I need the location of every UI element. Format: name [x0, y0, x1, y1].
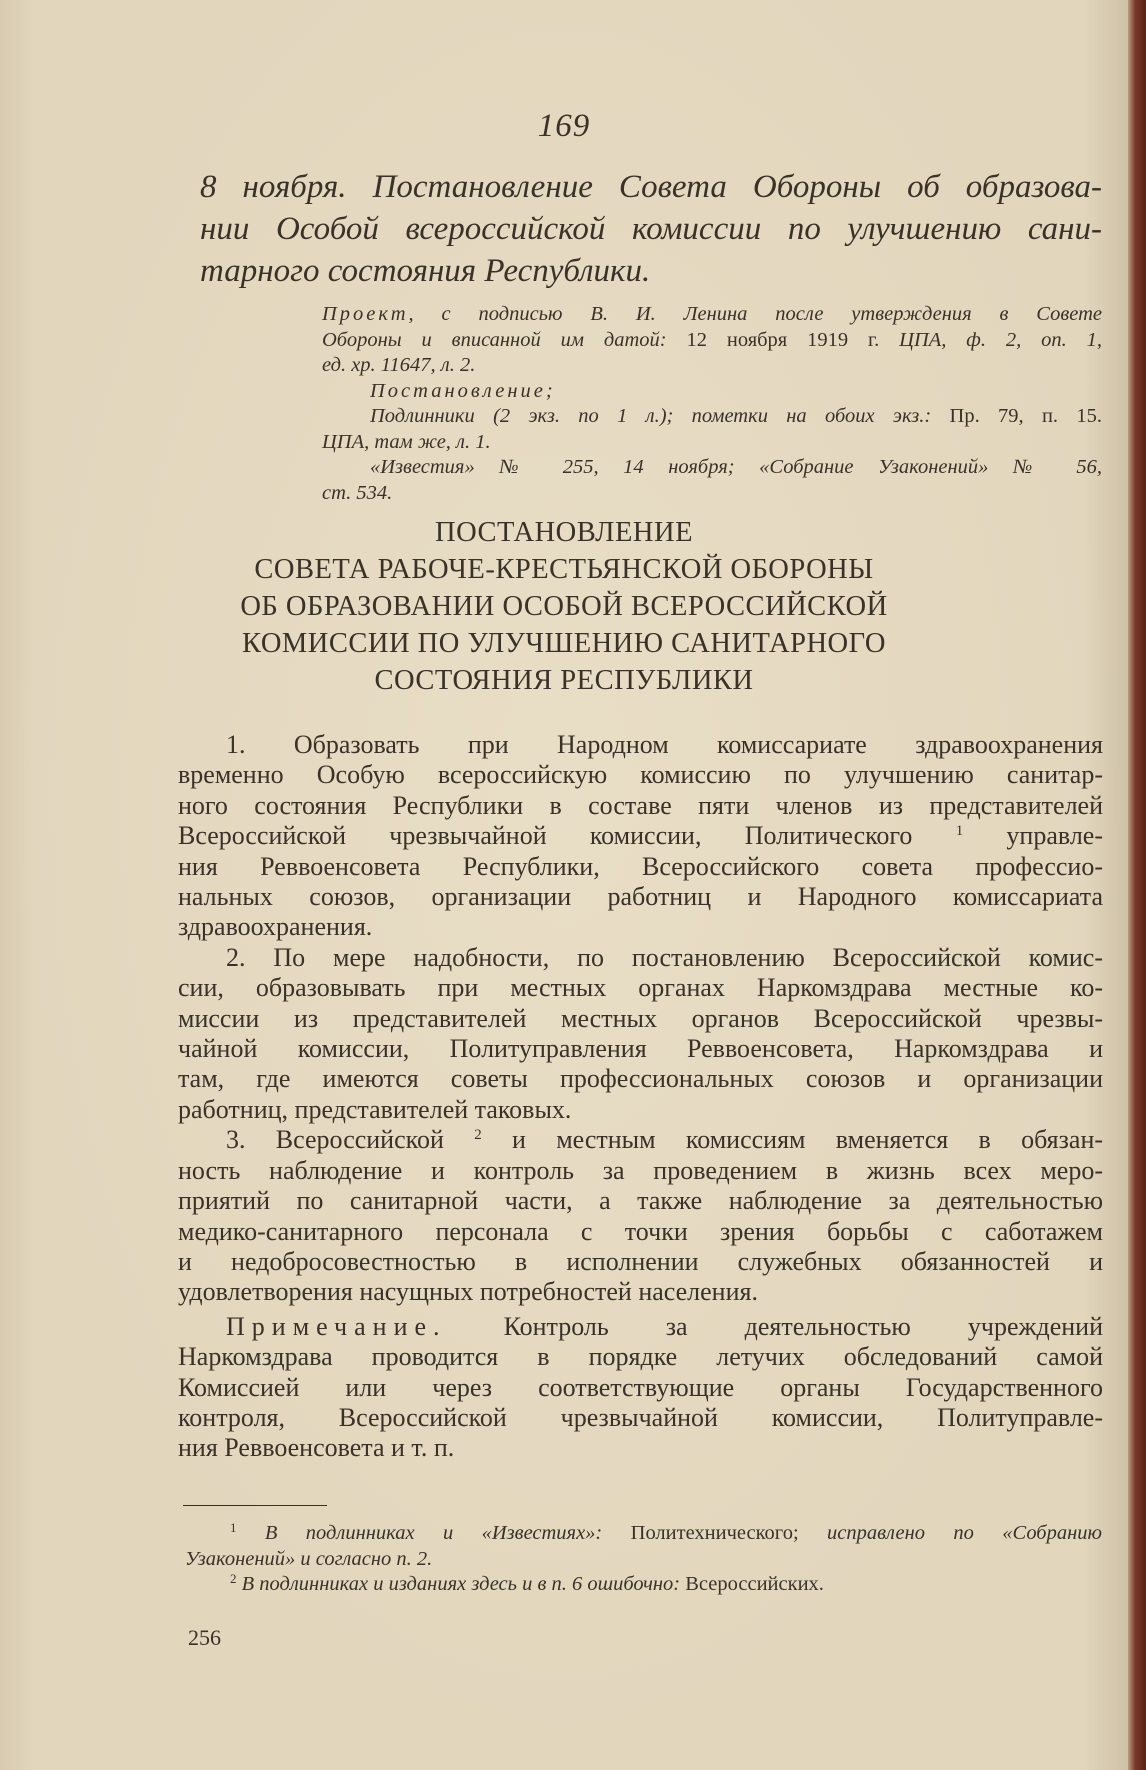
footnotes — [185, 1521, 1102, 1598]
title-line: нии Особой всероссийской комиссии по улучшению сани- — [200, 211, 1102, 247]
note-line — [178, 1312, 1103, 1342]
source-label-project: Проект — [322, 303, 409, 325]
book-edge — [1128, 0, 1146, 1770]
heading-line: ПОСТАНОВЛЕНИЕ — [435, 517, 693, 548]
footnote-1 — [185, 1521, 1102, 1547]
paragraph-1-line: 1. Образовать при Народном комиссариате здравоохранения — [226, 730, 1103, 759]
source-line — [322, 328, 1102, 354]
heading-line: ОБ ОБРАЗОВАНИИ ОСОБОЙ ВСЕРОССИЙСКОЙ — [240, 591, 888, 622]
paragraph-text: 3. Всероссийской — [226, 1125, 444, 1155]
footnote-text: В подлинниках и изданиях здесь и в п. 6 ошибочно: — [236, 1573, 686, 1595]
paragraph-1-line: ного состояния Республики в составе пяти членов из представителей — [178, 790, 1103, 820]
source-ref: Пр. 79, п. 15. — [949, 405, 1102, 427]
source-line: ед. хр. 11647, л. 2. — [322, 354, 476, 376]
source-notes — [322, 302, 1102, 506]
paragraph-1-line: здравоохранения. — [178, 912, 373, 942]
paragraph-1-line: нальных союзов, организации работниц и Народного комиссариата — [178, 882, 1103, 912]
document-title — [200, 166, 1102, 292]
footnote-text: исправлено по «Собранию — [827, 1522, 1102, 1544]
paragraph-1-line: ния Реввоенсовета Республики, Всероссийского совета профессио- — [178, 851, 1103, 881]
source-label-resolution: Постановление; — [370, 379, 556, 402]
paragraph-3-line: приятий по санитарной части, а также наблюдение за деятельностью — [178, 1186, 1103, 1216]
paragraph-2-line: 2. По мере надобности, по постановлению Всероссийской комис- — [226, 942, 1103, 972]
source-date: 12 ноября 1919 г. — [686, 328, 880, 351]
source-line — [322, 404, 1102, 430]
paragraph-text: управле- — [963, 821, 1103, 851]
footnote-ref-2: 2 — [474, 1127, 482, 1144]
title-line: 8 ноября. Постановление Совета Обороны об образова- — [200, 169, 1102, 205]
source-line: ст. 534. — [322, 481, 393, 504]
paragraph-text: и местным комиссиям вменяется в обязан- — [481, 1125, 1104, 1155]
paragraph-1-line — [178, 821, 1103, 851]
footnote-mark-2: 2 — [230, 1571, 237, 1586]
footnote-ref-1: 1 — [955, 823, 964, 840]
heading-line: СОСТОЯНИЯ РЕСПУБЛИКИ — [374, 665, 754, 696]
source-text: Обороны и вписанной им датой: — [322, 328, 687, 351]
footnote-2 — [185, 1572, 1102, 1598]
paragraph-3-line: ность наблюдение и контроль за проведением в жизнь всех меро- — [178, 1155, 1103, 1185]
footnote-text: Политехнического; — [630, 1522, 828, 1544]
paragraph-3-line — [178, 1125, 1103, 1155]
source-line — [322, 379, 1102, 405]
note-line: Комиссией или через соответствующие органы Государственного — [178, 1372, 1103, 1402]
note-line: ния Реввоенсовета и т. п. — [178, 1433, 455, 1463]
source-text: Подлинники (2 экз. по 1 л.); пометки на обоих экз.: — [370, 405, 950, 427]
paragraph-3-line: удовлетворения насущных потребностей населения. — [178, 1277, 758, 1307]
paragraph-2-line: миссии из представителей местных органов Всероссийской чрезвы- — [178, 1003, 1103, 1033]
note-text: Контроль за деятельностью учреждений — [446, 1311, 1103, 1341]
note-line: Наркомздрава проводится в порядке летучих обследований самой — [178, 1342, 1103, 1372]
paragraph-1-line: временно Особую всероссийскую комиссию по улучшению санитар- — [178, 760, 1103, 790]
footnote-1-cont: Узаконений» и согласно п. 2. — [185, 1547, 433, 1570]
footnote-text: Всероссийских. — [685, 1573, 824, 1595]
paragraph-2-line: там, где имеются советы профессиональных союзов и организации — [178, 1064, 1103, 1094]
heading-line: СОВЕТА РАБОЧЕ-КРЕСТЬЯНСКОЙ ОБОРОНЫ — [254, 554, 874, 585]
paragraph-2-line: сии, образовывать при местных органах Наркомздрава местные ко- — [178, 973, 1103, 1003]
resolution-heading — [0, 514, 1128, 699]
heading-line: КОМИССИИ ПО УЛУЧШЕНИЮ САНИТАРНОГО — [242, 628, 886, 659]
paragraph-2-line: работниц, представителей таковых. — [178, 1094, 572, 1124]
footnote-mark-1: 1 — [230, 1520, 237, 1535]
footnote-text: В подлинниках и «Известиях»: — [236, 1522, 631, 1544]
paragraph-3-line: медико-санитарного персонала с точки зрения борьбы с саботажем — [178, 1216, 1103, 1246]
source-line: ЦПА, там же, л. 1. — [322, 430, 491, 453]
document-number: 169 — [537, 108, 591, 144]
page-folio: 256 — [188, 1625, 221, 1650]
source-text: ЦПА, ф. 2, оп. 1, — [879, 328, 1103, 351]
resolution-body — [178, 730, 1103, 1464]
source-line — [322, 302, 1102, 328]
paragraph-2-line: чайной комиссии, Политуправления Реввоенсовета, Наркомздрава и — [178, 1034, 1103, 1064]
note-line: контроля, Всероссийской чрезвычайной комиссии, Политуправле- — [178, 1402, 1103, 1432]
paragraph-text: Всероссийской чрезвычайной комиссии, Политического — [178, 821, 913, 851]
footnote-divider — [183, 1505, 327, 1506]
paragraph-3-line: и недобросовестностью в исполнении служебных обязанностей и — [178, 1246, 1103, 1276]
source-line: «Известия» № 255, 14 ноября; «Собрание Узаконений» № 56, — [370, 456, 1102, 478]
source-text: , с подписью В. И. Ленина после утверждения в Совете — [408, 303, 1102, 325]
title-line: тарного состояния Республики. — [200, 253, 651, 289]
note-label: Примечание. — [226, 1311, 447, 1341]
